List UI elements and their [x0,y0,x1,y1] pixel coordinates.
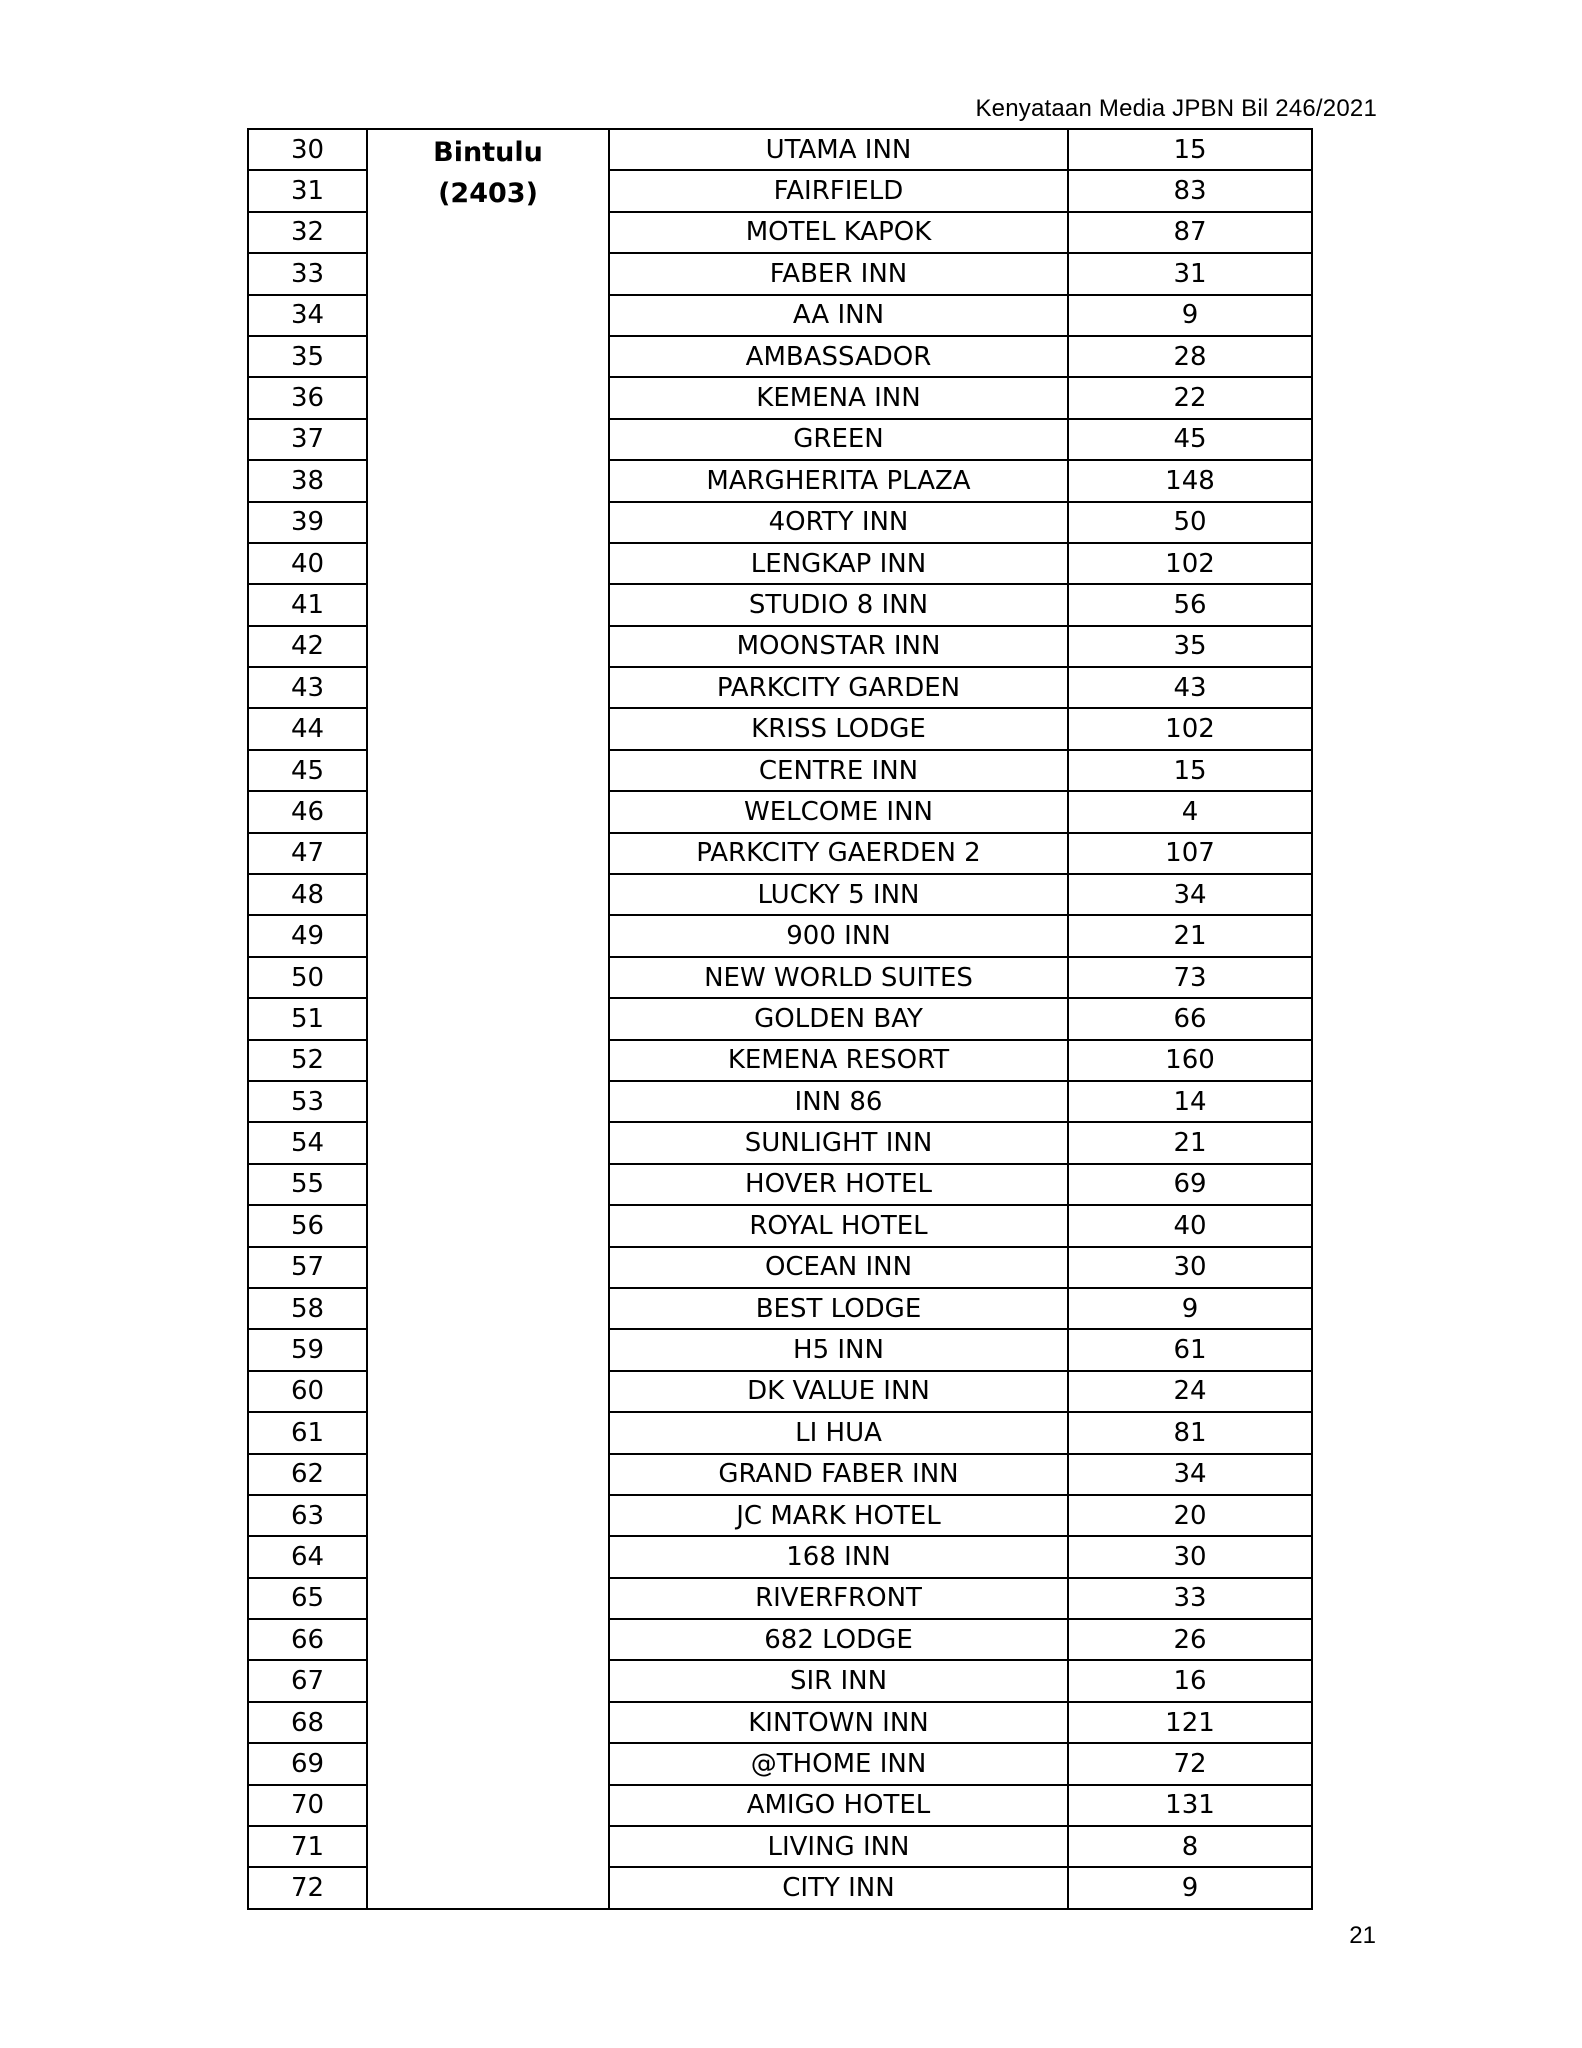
row-number-cell: 71 [248,1826,367,1867]
hotel-name-cell: 4ORTY INN [609,502,1068,543]
row-number-cell: 60 [248,1371,367,1412]
hotel-name-cell: MARGHERITA PLAZA [609,460,1068,501]
count-cell: 20 [1068,1495,1312,1536]
hotel-name-cell: CITY INN [609,1867,1068,1908]
hotel-table-body [248,129,1312,1909]
hotel-name-cell: 900 INN [609,915,1068,956]
count-cell: 24 [1068,1371,1312,1412]
row-number-cell: 72 [248,1867,367,1908]
count-cell: 26 [1068,1619,1312,1660]
hotel-name-cell: GRAND FABER INN [609,1454,1068,1495]
row-number-cell: 51 [248,998,367,1039]
row-number-cell: 56 [248,1205,367,1246]
hotel-name-cell: PARKCITY GARDEN [609,667,1068,708]
row-number-cell: 54 [248,1122,367,1163]
row-number-cell: 39 [248,502,367,543]
hotel-name-cell: RIVERFRONT [609,1578,1068,1619]
hotel-name-cell: AMIGO HOTEL [609,1785,1068,1826]
count-cell: 50 [1068,502,1312,543]
hotel-name-cell: SUNLIGHT INN [609,1122,1068,1163]
count-cell: 9 [1068,295,1312,336]
hotel-table [247,128,1313,1910]
count-cell: 66 [1068,998,1312,1039]
count-cell: 107 [1068,833,1312,874]
hotel-name-cell: KEMENA INN [609,377,1068,418]
district-name: Bintulu [433,137,543,168]
hotel-name-cell: LI HUA [609,1412,1068,1453]
row-number-cell: 30 [248,129,367,170]
row-number-cell: 35 [248,336,367,377]
count-cell: 87 [1068,212,1312,253]
count-cell: 15 [1068,129,1312,170]
row-number-cell: 31 [248,170,367,211]
row-number-cell: 61 [248,1412,367,1453]
row-number-cell: 68 [248,1702,367,1743]
count-cell: 83 [1068,170,1312,211]
row-number-cell: 64 [248,1536,367,1577]
count-cell: 9 [1068,1288,1312,1329]
row-number-cell: 34 [248,295,367,336]
row-number-cell: 33 [248,253,367,294]
count-cell: 45 [1068,419,1312,460]
hotel-name-cell: UTAMA INN [609,129,1068,170]
hotel-name-cell: PARKCITY GAERDEN 2 [609,833,1068,874]
row-number-cell: 70 [248,1785,367,1826]
row-number-cell: 47 [248,833,367,874]
count-cell: 131 [1068,1785,1312,1826]
hotel-name-cell: BEST LODGE [609,1288,1068,1329]
hotel-name-cell: JC MARK HOTEL [609,1495,1068,1536]
row-number-cell: 69 [248,1743,367,1784]
count-cell: 22 [1068,377,1312,418]
count-cell: 14 [1068,1081,1312,1122]
count-cell: 35 [1068,626,1312,667]
count-cell: 34 [1068,874,1312,915]
hotel-name-cell: H5 INN [609,1329,1068,1370]
row-number-cell: 48 [248,874,367,915]
hotel-name-cell: WELCOME INN [609,791,1068,832]
hotel-name-cell: @THOME INN [609,1743,1068,1784]
row-number-cell: 44 [248,708,367,749]
hotel-name-cell: FABER INN [609,253,1068,294]
hotel-name-cell: 168 INN [609,1536,1068,1577]
count-cell: 16 [1068,1660,1312,1701]
row-number-cell: 41 [248,584,367,625]
count-cell: 73 [1068,957,1312,998]
district-cell [367,129,609,1909]
row-number-cell: 63 [248,1495,367,1536]
count-cell: 30 [1068,1536,1312,1577]
row-number-cell: 46 [248,791,367,832]
hotel-name-cell: MOTEL KAPOK [609,212,1068,253]
hotel-name-cell: GREEN [609,419,1068,460]
row-number-cell: 62 [248,1454,367,1495]
count-cell: 15 [1068,750,1312,791]
hotel-name-cell: OCEAN INN [609,1247,1068,1288]
count-cell: 81 [1068,1412,1312,1453]
hotel-name-cell: KEMENA RESORT [609,1040,1068,1081]
hotel-name-cell: MOONSTAR INN [609,626,1068,667]
count-cell: 61 [1068,1329,1312,1370]
row-number-cell: 32 [248,212,367,253]
hotel-name-cell: LIVING INN [609,1826,1068,1867]
row-number-cell: 66 [248,1619,367,1660]
count-cell: 69 [1068,1164,1312,1205]
row-number-cell: 65 [248,1578,367,1619]
count-cell: 34 [1068,1454,1312,1495]
district-code: (2403) [438,178,538,209]
row-number-cell: 37 [248,419,367,460]
hotel-name-cell: LENGKAP INN [609,543,1068,584]
count-cell: 4 [1068,791,1312,832]
hotel-name-cell: INN 86 [609,1081,1068,1122]
hotel-name-cell: AMBASSADOR [609,336,1068,377]
count-cell: 102 [1068,543,1312,584]
count-cell: 43 [1068,667,1312,708]
row-number-cell: 57 [248,1247,367,1288]
count-cell: 40 [1068,1205,1312,1246]
count-cell: 9 [1068,1867,1312,1908]
document-header: Kenyataan Media JPBN Bil 246/2021 [975,95,1377,122]
count-cell: 72 [1068,1743,1312,1784]
row-number-cell: 45 [248,750,367,791]
hotel-name-cell: NEW WORLD SUITES [609,957,1068,998]
row-number-cell: 55 [248,1164,367,1205]
row-number-cell: 59 [248,1329,367,1370]
count-cell: 56 [1068,584,1312,625]
row-number-cell: 38 [248,460,367,501]
row-number-cell: 58 [248,1288,367,1329]
hotel-name-cell: AA INN [609,295,1068,336]
count-cell: 21 [1068,1122,1312,1163]
hotel-name-cell: ROYAL HOTEL [609,1205,1068,1246]
row-number-cell: 67 [248,1660,367,1701]
hotel-name-cell: DK VALUE INN [609,1371,1068,1412]
count-cell: 33 [1068,1578,1312,1619]
hotel-name-cell: GOLDEN BAY [609,998,1068,1039]
count-cell: 30 [1068,1247,1312,1288]
row-number-cell: 49 [248,915,367,956]
table-row [248,129,1312,170]
count-cell: 121 [1068,1702,1312,1743]
count-cell: 31 [1068,253,1312,294]
row-number-cell: 53 [248,1081,367,1122]
hotel-name-cell: HOVER HOTEL [609,1164,1068,1205]
count-cell: 8 [1068,1826,1312,1867]
hotel-name-cell: 682 LODGE [609,1619,1068,1660]
count-cell: 28 [1068,336,1312,377]
hotel-name-cell: KRISS LODGE [609,708,1068,749]
count-cell: 160 [1068,1040,1312,1081]
row-number-cell: 50 [248,957,367,998]
hotel-name-cell: LUCKY 5 INN [609,874,1068,915]
hotel-name-cell: FAIRFIELD [609,170,1068,211]
hotel-name-cell: KINTOWN INN [609,1702,1068,1743]
row-number-cell: 52 [248,1040,367,1081]
row-number-cell: 43 [248,667,367,708]
row-number-cell: 36 [248,377,367,418]
hotel-name-cell: SIR INN [609,1660,1068,1701]
hotel-name-cell: CENTRE INN [609,750,1068,791]
count-cell: 148 [1068,460,1312,501]
row-number-cell: 40 [248,543,367,584]
page-number: 21 [1349,1922,1376,1949]
count-cell: 102 [1068,708,1312,749]
count-cell: 21 [1068,915,1312,956]
row-number-cell: 42 [248,626,367,667]
hotel-name-cell: STUDIO 8 INN [609,584,1068,625]
